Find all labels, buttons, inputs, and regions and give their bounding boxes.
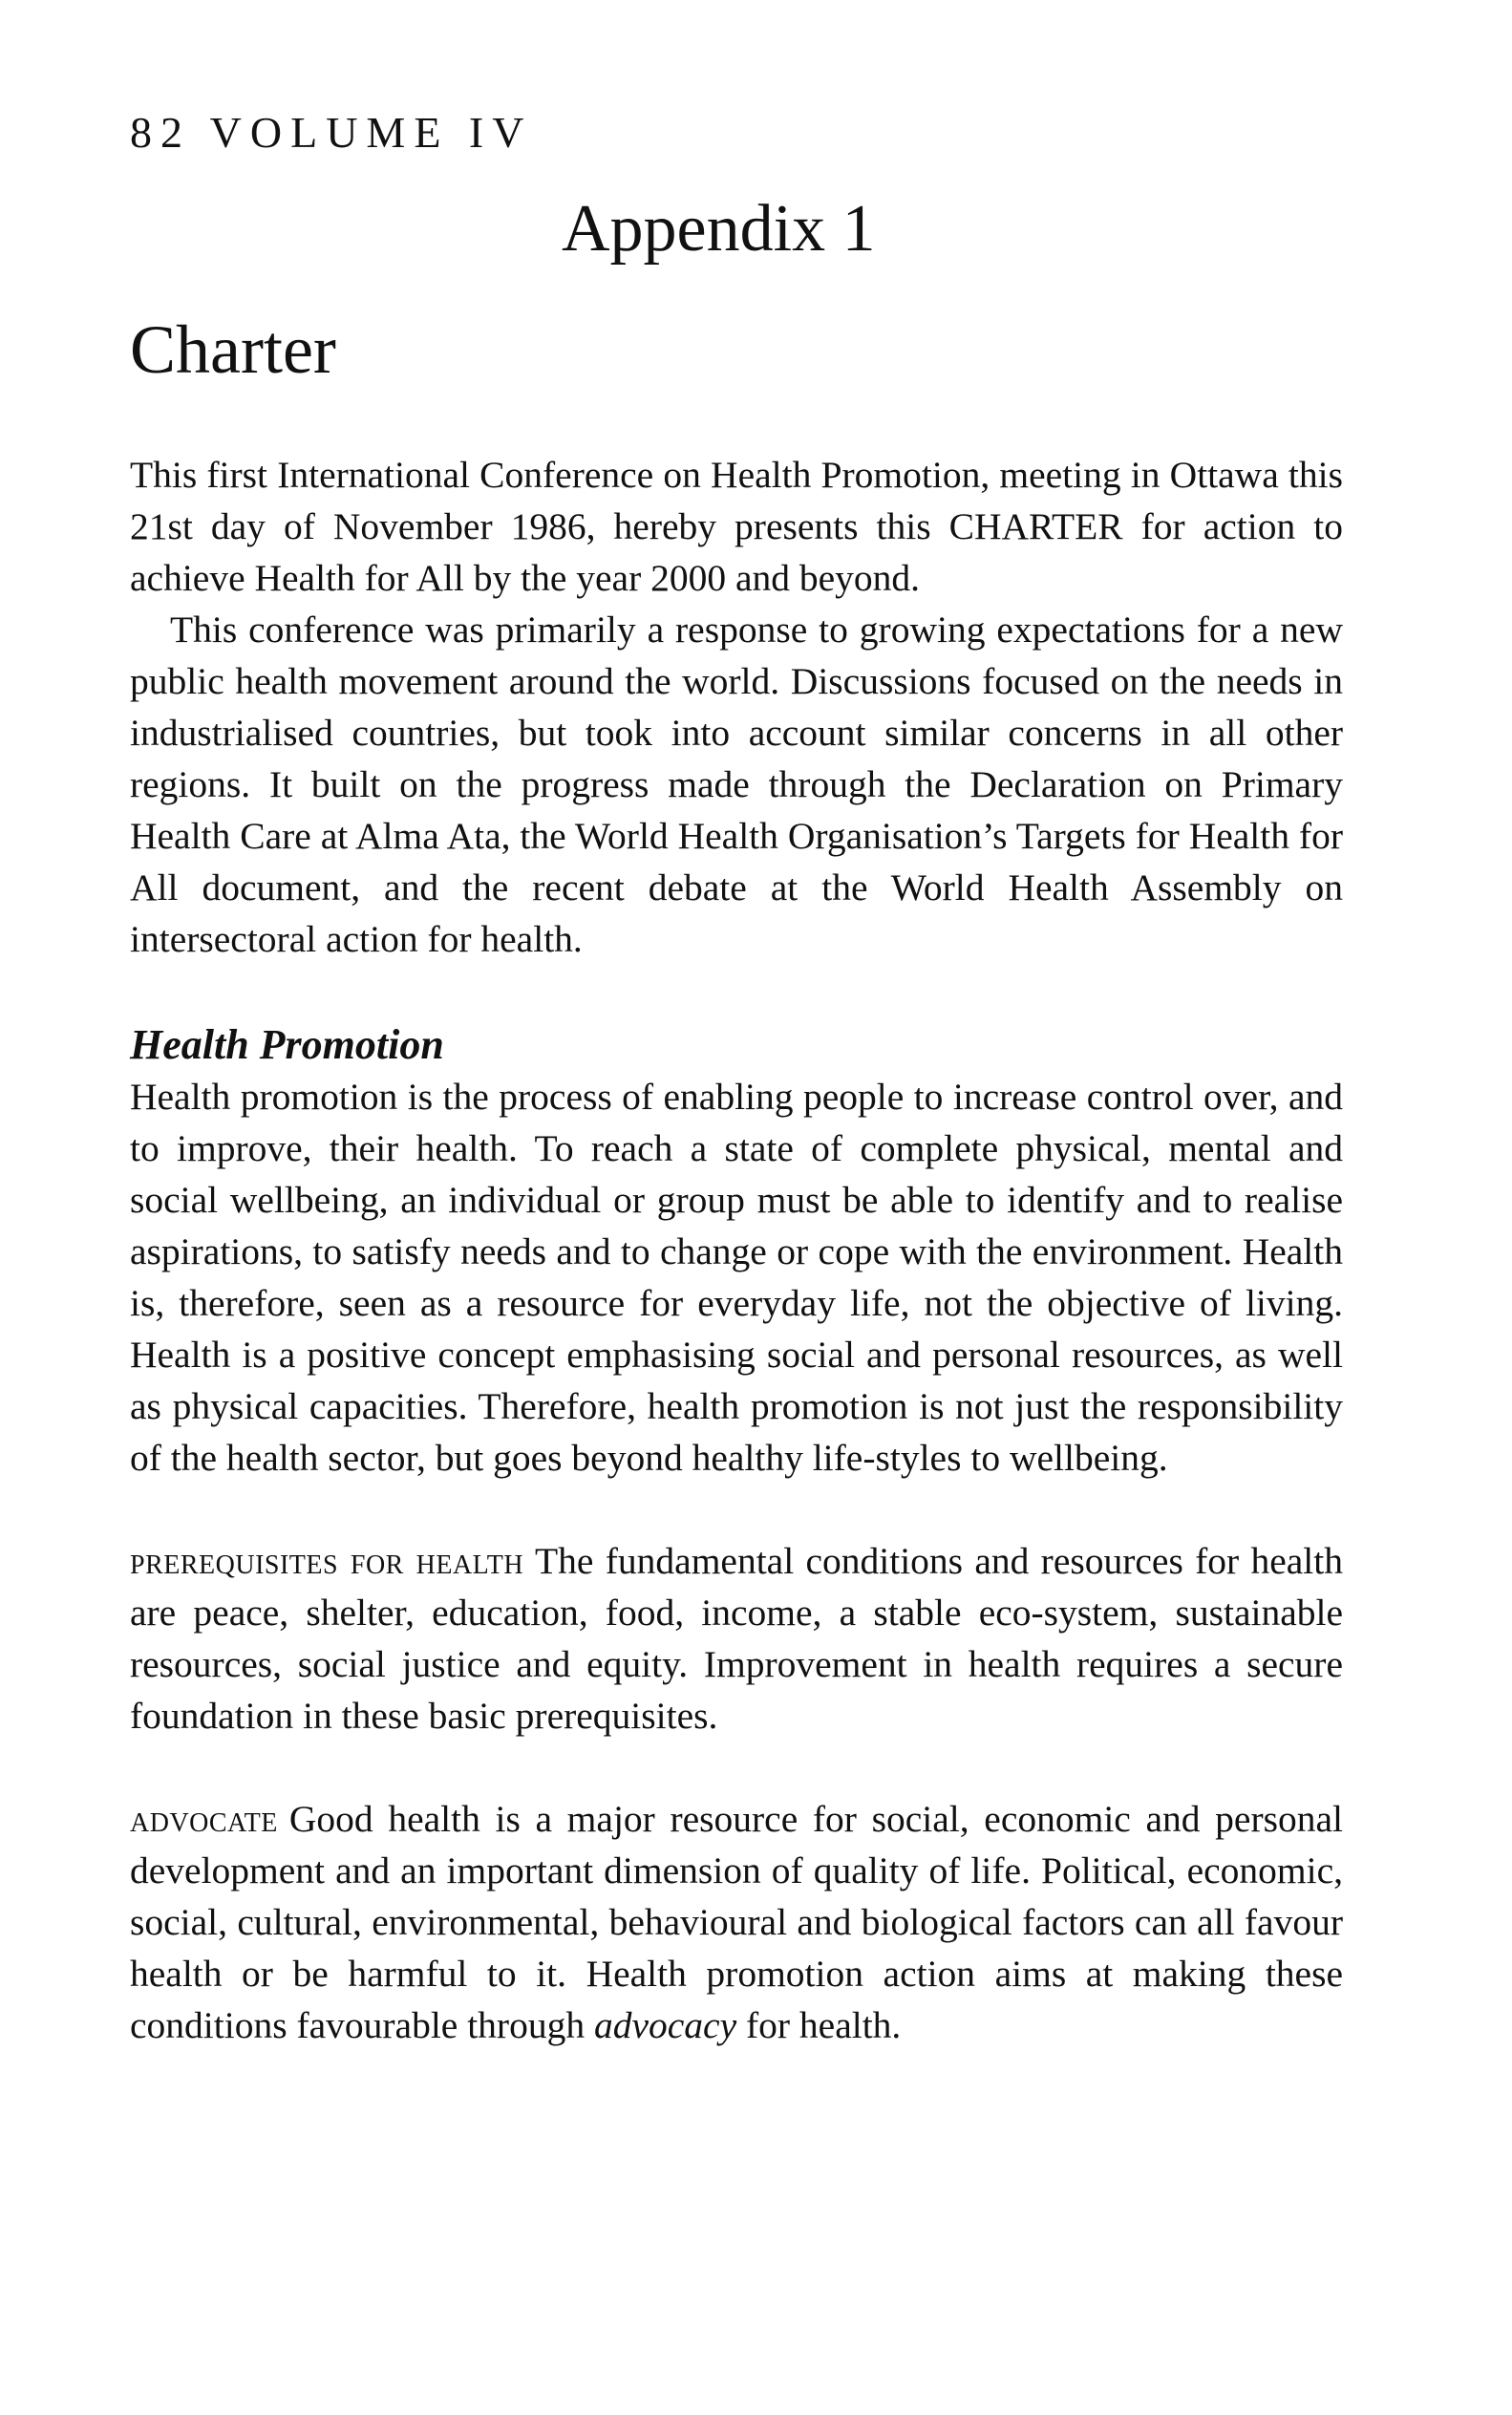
chapter-title: Charter [130,311,336,388]
advocacy-emphasis: advocacy [593,2004,737,2046]
advocate-paragraph [130,1793,1343,2051]
appendix-title: Appendix 1 [562,192,876,266]
prerequisites-paragraph [130,1535,1343,1742]
intro-paragraph-1: This first International Conference on Health Promotion, meeting in Ottawa this 21st day of November 1986, hereby presents this CHARTER for action to achieve Health for All by the year 2000 and beyond. [130,454,1343,599]
advocate-text-end: for health. [736,2004,902,2046]
prerequisites-run-in-heading: prerequisites for health [130,1540,524,1582]
prerequisites-text: The fundamental conditions and resources for health are peace, shelter, education, food, income, a stable eco-system, sustainable resources, social justice and equity. Improvement in health requires a secure foundation in these basic prerequisites. [130,1540,1343,1737]
intro-paragraph-2: This conference was primarily a response to growing expectations for a new public health movement around the world. Discussions focused on the needs in industrialised countries, but took into account similar concerns in all other regions. It built on the progress made through the Declaration on Primary Health Care at Alma Ata, the World Health Organisation’s Targets for Health for All document, and the recent debate at the World Health Assembly on intersectoral action for health. [130,609,1343,960]
section-heading-health-promotion: Health Promotion [130,1021,444,1068]
advocate-run-in-heading: advocate [130,1798,278,1840]
running-head: 82 VOLUME IV [130,108,533,157]
advocate-text: Good health is a major resource for social, economic and personal development and an important dimension of quality of life. Political, economic, social, cultural, environmental, behavioural and biological factors can all favour health or be harmful to it. Health promotion action aims at making these conditions favourable through [130,1798,1343,2046]
health-promotion-paragraph: Health promotion is the process of enabling people to increase control over, and to improve, their health. To reach a state of complete physical, mental and social wellbeing, an individual or group must be able to identify and to realise aspirations, to satisfy needs and to change or cope with the environment. Health is, therefore, seen as a resource for everyday life, not the objective of living. Health is a positive concept emphasising social and personal resources, as well as physical capacities. Therefore, health promotion is not just the responsibility of the health sector, but goes beyond healthy life-styles to wellbeing. [130,1076,1343,1479]
body-text [130,449,1343,2051]
